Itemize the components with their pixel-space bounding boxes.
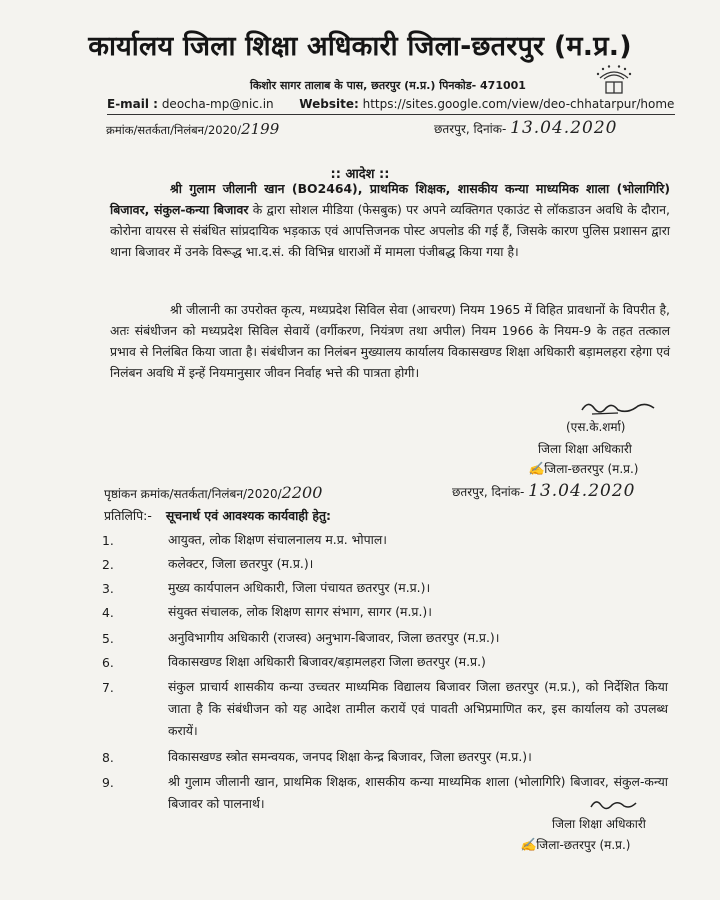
list-item: संकुल प्राचार्य शासकीय कन्या उच्चतर माध्यमिक विद्यालय बिजावर जिला छतरपुर (म.प्र.), को निर्देशित किया जाता है कि संबंधीजन को यह आदेश तामील करायें एवं पावती अभिप्रमाणित कर, इस कार्यालय को उपलब्ध करायें। bbox=[168, 679, 668, 738]
endorsement-signatory-district-text: जिला-छतरपुर (म.प्र.) bbox=[536, 838, 631, 852]
list-item: संयुक्त संचालक, लोक शिक्षण सागर संभाग, सागर (म.प्र.)। bbox=[168, 604, 432, 619]
list-item-number: 6. bbox=[102, 655, 114, 670]
list-item: अनुविभागीय अधिकारी (राजस्व) अनुभाग-बिजावर, जिला छतरपुर (म.प्र.)। bbox=[168, 630, 500, 645]
list-item: मुख्य कार्यपालन अधिकारी, जिला पंचायत छतरपुर (म.प्र.)। bbox=[168, 580, 431, 595]
list-item-number: 3. bbox=[102, 581, 114, 596]
list-item-number: 2. bbox=[102, 557, 114, 572]
copy-to-line bbox=[104, 507, 331, 524]
endorsement-number-text: पृष्ठांकन क्रमांक/सतर्कता/निलंबन/2020/ bbox=[104, 487, 282, 501]
place-date-label: छतरपुर, दिनांक- bbox=[434, 122, 507, 136]
office-title: कार्यालय जिला शिक्षा अधिकारी जिला-छतरपुर (म.प्र.) bbox=[88, 31, 632, 62]
order-date-handwritten: 13.04.2020 bbox=[510, 118, 618, 138]
copy-purpose: सूचनार्थ एवं आवश्यक कार्यवाही हेतु: bbox=[165, 508, 331, 523]
header-divider bbox=[107, 114, 675, 115]
signature-scribble-2 bbox=[588, 795, 638, 813]
order-place-date bbox=[434, 118, 617, 138]
initials-mark-2: ✍ bbox=[520, 838, 537, 853]
signatory-district-text: जिला-छतरपुर (म.प्र.) bbox=[544, 462, 639, 476]
endorsement-place-date bbox=[452, 481, 635, 501]
signatory-district bbox=[528, 460, 638, 477]
endorsement-date-label: छतरपुर, दिनांक- bbox=[452, 485, 525, 499]
initials-mark: ✍ bbox=[528, 462, 545, 477]
signatory-designation: जिला शिक्षा अधिकारी bbox=[538, 442, 632, 456]
list-item: कलेक्टर, जिला छतरपुर (म.प्र.)। bbox=[168, 556, 314, 571]
website-label: Website: bbox=[299, 97, 359, 111]
reference-number-handwritten: 2199 bbox=[241, 120, 280, 138]
reference-number-text: क्रमांक/सतर्कता/निलंबन/2020/ bbox=[106, 123, 242, 137]
order-paragraph-1-bold: श्री गुलाम जीलानी खान (BO2464), प्राथमिक शिक्षक, शासकीय कन्या माध्यमिक शाला (भोलागिरि) बिजावर, संकुल-कन्या बिजावर bbox=[110, 181, 670, 217]
office-address: किशोर सागर तालाब के पास, छतरपुर (म.प्र.) पिनकोड- 471001 bbox=[250, 79, 526, 92]
list-item: विकासखण्ड शिक्षा अधिकारी बिजावर/बड़ामलहरा जिला छतरपुर (म.प्र.) bbox=[168, 654, 486, 669]
contact-line bbox=[107, 97, 674, 111]
list-item: आयुक्त, लोक शिक्षण संचालनालय म.प्र. भोपाल। bbox=[168, 532, 387, 547]
list-item: विकासखण्ड स्त्रोत समन्वयक, जनपद शिक्षा केन्द्र बिजावर, जिला छतरपुर (म.प्र.)। bbox=[168, 749, 532, 764]
list-item-number: 4. bbox=[102, 605, 114, 620]
endorsement-number bbox=[104, 483, 322, 502]
order-heading: :: आदेश :: bbox=[330, 167, 390, 182]
order-paragraph-1 bbox=[110, 178, 670, 262]
email-label: E-mail : bbox=[107, 97, 158, 111]
email-address[interactable]: deocha-mp@nic.in bbox=[161, 97, 274, 111]
list-item-number: 5. bbox=[102, 631, 114, 646]
signature-scribble bbox=[578, 396, 658, 418]
endorsement-date-handwritten: 13.04.2020 bbox=[528, 481, 636, 501]
list-item-number: 7. bbox=[102, 680, 114, 695]
list-item-number: 1. bbox=[102, 533, 114, 548]
list-item-number: 8. bbox=[102, 750, 114, 765]
order-paragraph-2: श्री जीलानी का उपरोक्त कृत्य, मध्यप्रदेश सिविल सेवा (आचरण) नियम 1965 में विहित प्रावधानों के विपरीत है, अतः संबंधीजन को मध्यप्रदेश सिविल सेवायें (वर्गीकरण, नियंत्रण तथा अपील) नियम 1966 के नियम-9 के तहत तत्काल प्रभाव से निलंबित किया जाता है। संबंधीजन का निलंबन मुख्यालय कार्यालय विकासखण्ड शिक्षा अधिकारी बड़ामलहरा रहेगा एवं निलंबन अवधि में इन्हें नियमानुसार जीवन निर्वाह भत्ते की पात्रता होगी। bbox=[110, 302, 670, 380]
list-item: श्री गुलाम जीलानी खान, प्राथमिक शिक्षक, शासकीय कन्या माध्यमिक शाला (भोलागिरि) बिजावर, संकुल-कन्या बिजावर को पालनार्थ। bbox=[168, 774, 668, 811]
list-item-number: 9. bbox=[102, 775, 114, 790]
endorsement-number-handwritten: 2200 bbox=[281, 483, 323, 502]
endorsement-signatory-designation: जिला शिक्षा अधिकारी bbox=[552, 817, 646, 831]
signatory-name: (एस.के.शर्मा) bbox=[566, 420, 626, 434]
copy-label: प्रतिलिपि:- bbox=[104, 508, 152, 523]
website-url[interactable]: https://sites.google.com/view/deo-chhatarpur/home bbox=[362, 97, 675, 111]
endorsement-signatory-district bbox=[520, 836, 630, 853]
order-paragraph-1-rest: के द्वारा सोशल मीडिया (फेसबुक) पर अपने व्यक्तिगत एकाउंट से लॉकडाउन अवधि के दौरान, कोरोना वायरस से संबंधित सांप्रदायिक भड़काऊ एवं आपत्तिजनक पोस्ट अपलोड की गई हैं, जिसके कारण पुलिस प्रशासन द्वारा थाना बिजावर में उनके विरूद्ध भा.द.सं. की विभिन्न धाराओं में मामला पंजीबद्ध किया गया है। bbox=[110, 202, 670, 259]
office-emblem-icon bbox=[594, 64, 634, 98]
order-reference-number bbox=[106, 120, 279, 138]
